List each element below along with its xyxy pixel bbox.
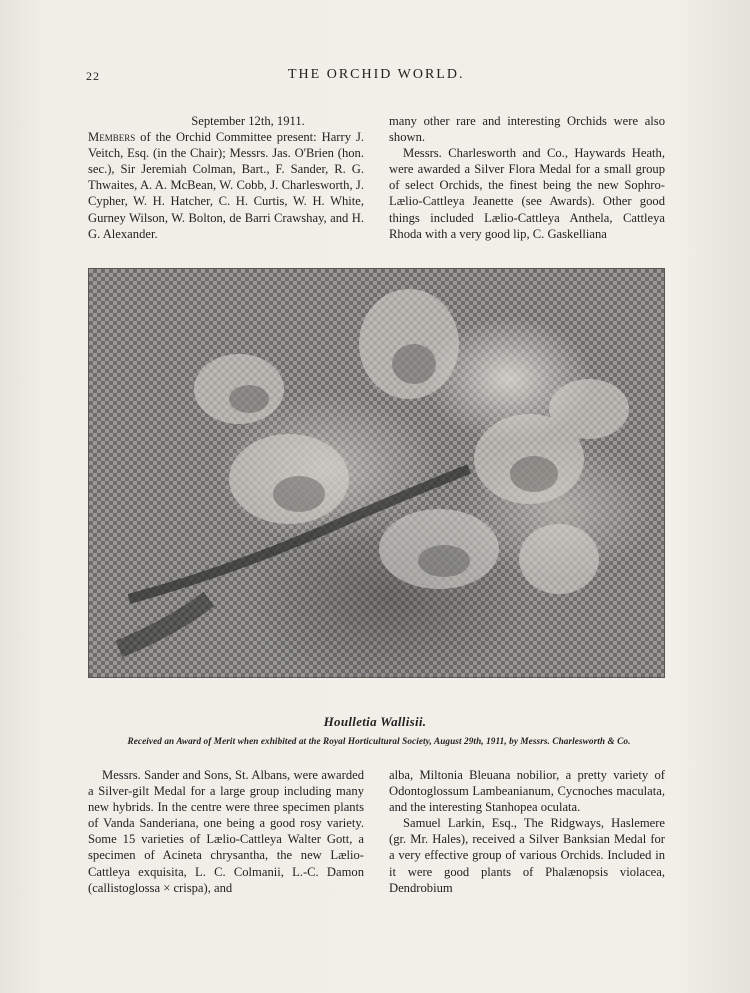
paragraph-larkin: Samuel Larkin, Esq., The Ridgways, Haslemere (gr. Mr. Hales), received a Silver Banksian Medal for a very effective group of various Orchids. Included in it were good plants of Phalænopsis violacea, Dendrobium — [389, 816, 665, 895]
orchid-flowers-illustration — [89, 269, 664, 677]
members-paragraph — [88, 129, 364, 242]
text-column-top-left — [88, 113, 364, 242]
text-column-bottom-left — [88, 767, 364, 896]
meeting-date: September 12th, 1911. — [191, 114, 305, 128]
page-number: 22 — [86, 69, 100, 83]
text-column-top-right — [389, 113, 665, 242]
members-text: of the Orchid Committee present: Harry J. Veitch, Esq. (in the Chair); Messrs. Jas. O'Brien (hon. sec.), Sir Jeremiah Colman, Bart., F. Sander, R. G. Thwaites, A. A. McBean, W. Cobb, J. Charlesworth, J. Cypher, W. H. Hatcher, C. H. Curtis, W. H. White, Gurney Wilson, W. Bolton, de Barri Crawshay, and H. G. Alexander. — [88, 130, 364, 241]
paragraph-charlesworth: Messrs. Charlesworth and Co., Haywards Heath, were awarded a Silver Flora Medal for a small group of select Orchids, the finest being the new Sophro-Lælio-Cattleya Jeanette (see Awards). Other good things included Lælio-Cattleya Anthela, Cattleya Rhoda with a very good lip, C. Gaskelliana — [389, 146, 665, 241]
orchid-photograph — [88, 268, 665, 678]
figure-title: Houlletia Wallisii. — [323, 714, 427, 729]
paragraph-continued-bottom: alba, Miltonia Bleuana nobilior, a pretty variety of Odontoglossum Lambeanianum, Cycnoches maculata, and the interesting Stanhopea oculata. — [389, 768, 665, 815]
running-title: THE ORCHID WORLD. — [288, 67, 465, 82]
paragraph-sander: Messrs. Sander and Sons, St. Albans, were awarded a Silver-gilt Medal for a large group including many new hybrids. In the centre were three specimen plants of Vanda Sanderiana, one being a good rosy variety. Some 15 varieties of Lælio-Cattleya Walter Gott, a specimen of Acineta chrysantha, the new Lælio-Cattleya exquisita, L. C. Colmanii, L.-C. Damon (callistoglossa × crispa), and — [88, 768, 364, 895]
paragraph-continued: many other rare and interesting Orchids were also shown. — [389, 114, 665, 145]
text-column-bottom-right — [389, 767, 665, 896]
figure-caption: Received an Award of Merit when exhibited at the Royal Horticultural Society, August 29th, 1911, by Messrs. Charlesworth & Co. — [127, 736, 631, 746]
members-lead: Members — [88, 130, 136, 145]
